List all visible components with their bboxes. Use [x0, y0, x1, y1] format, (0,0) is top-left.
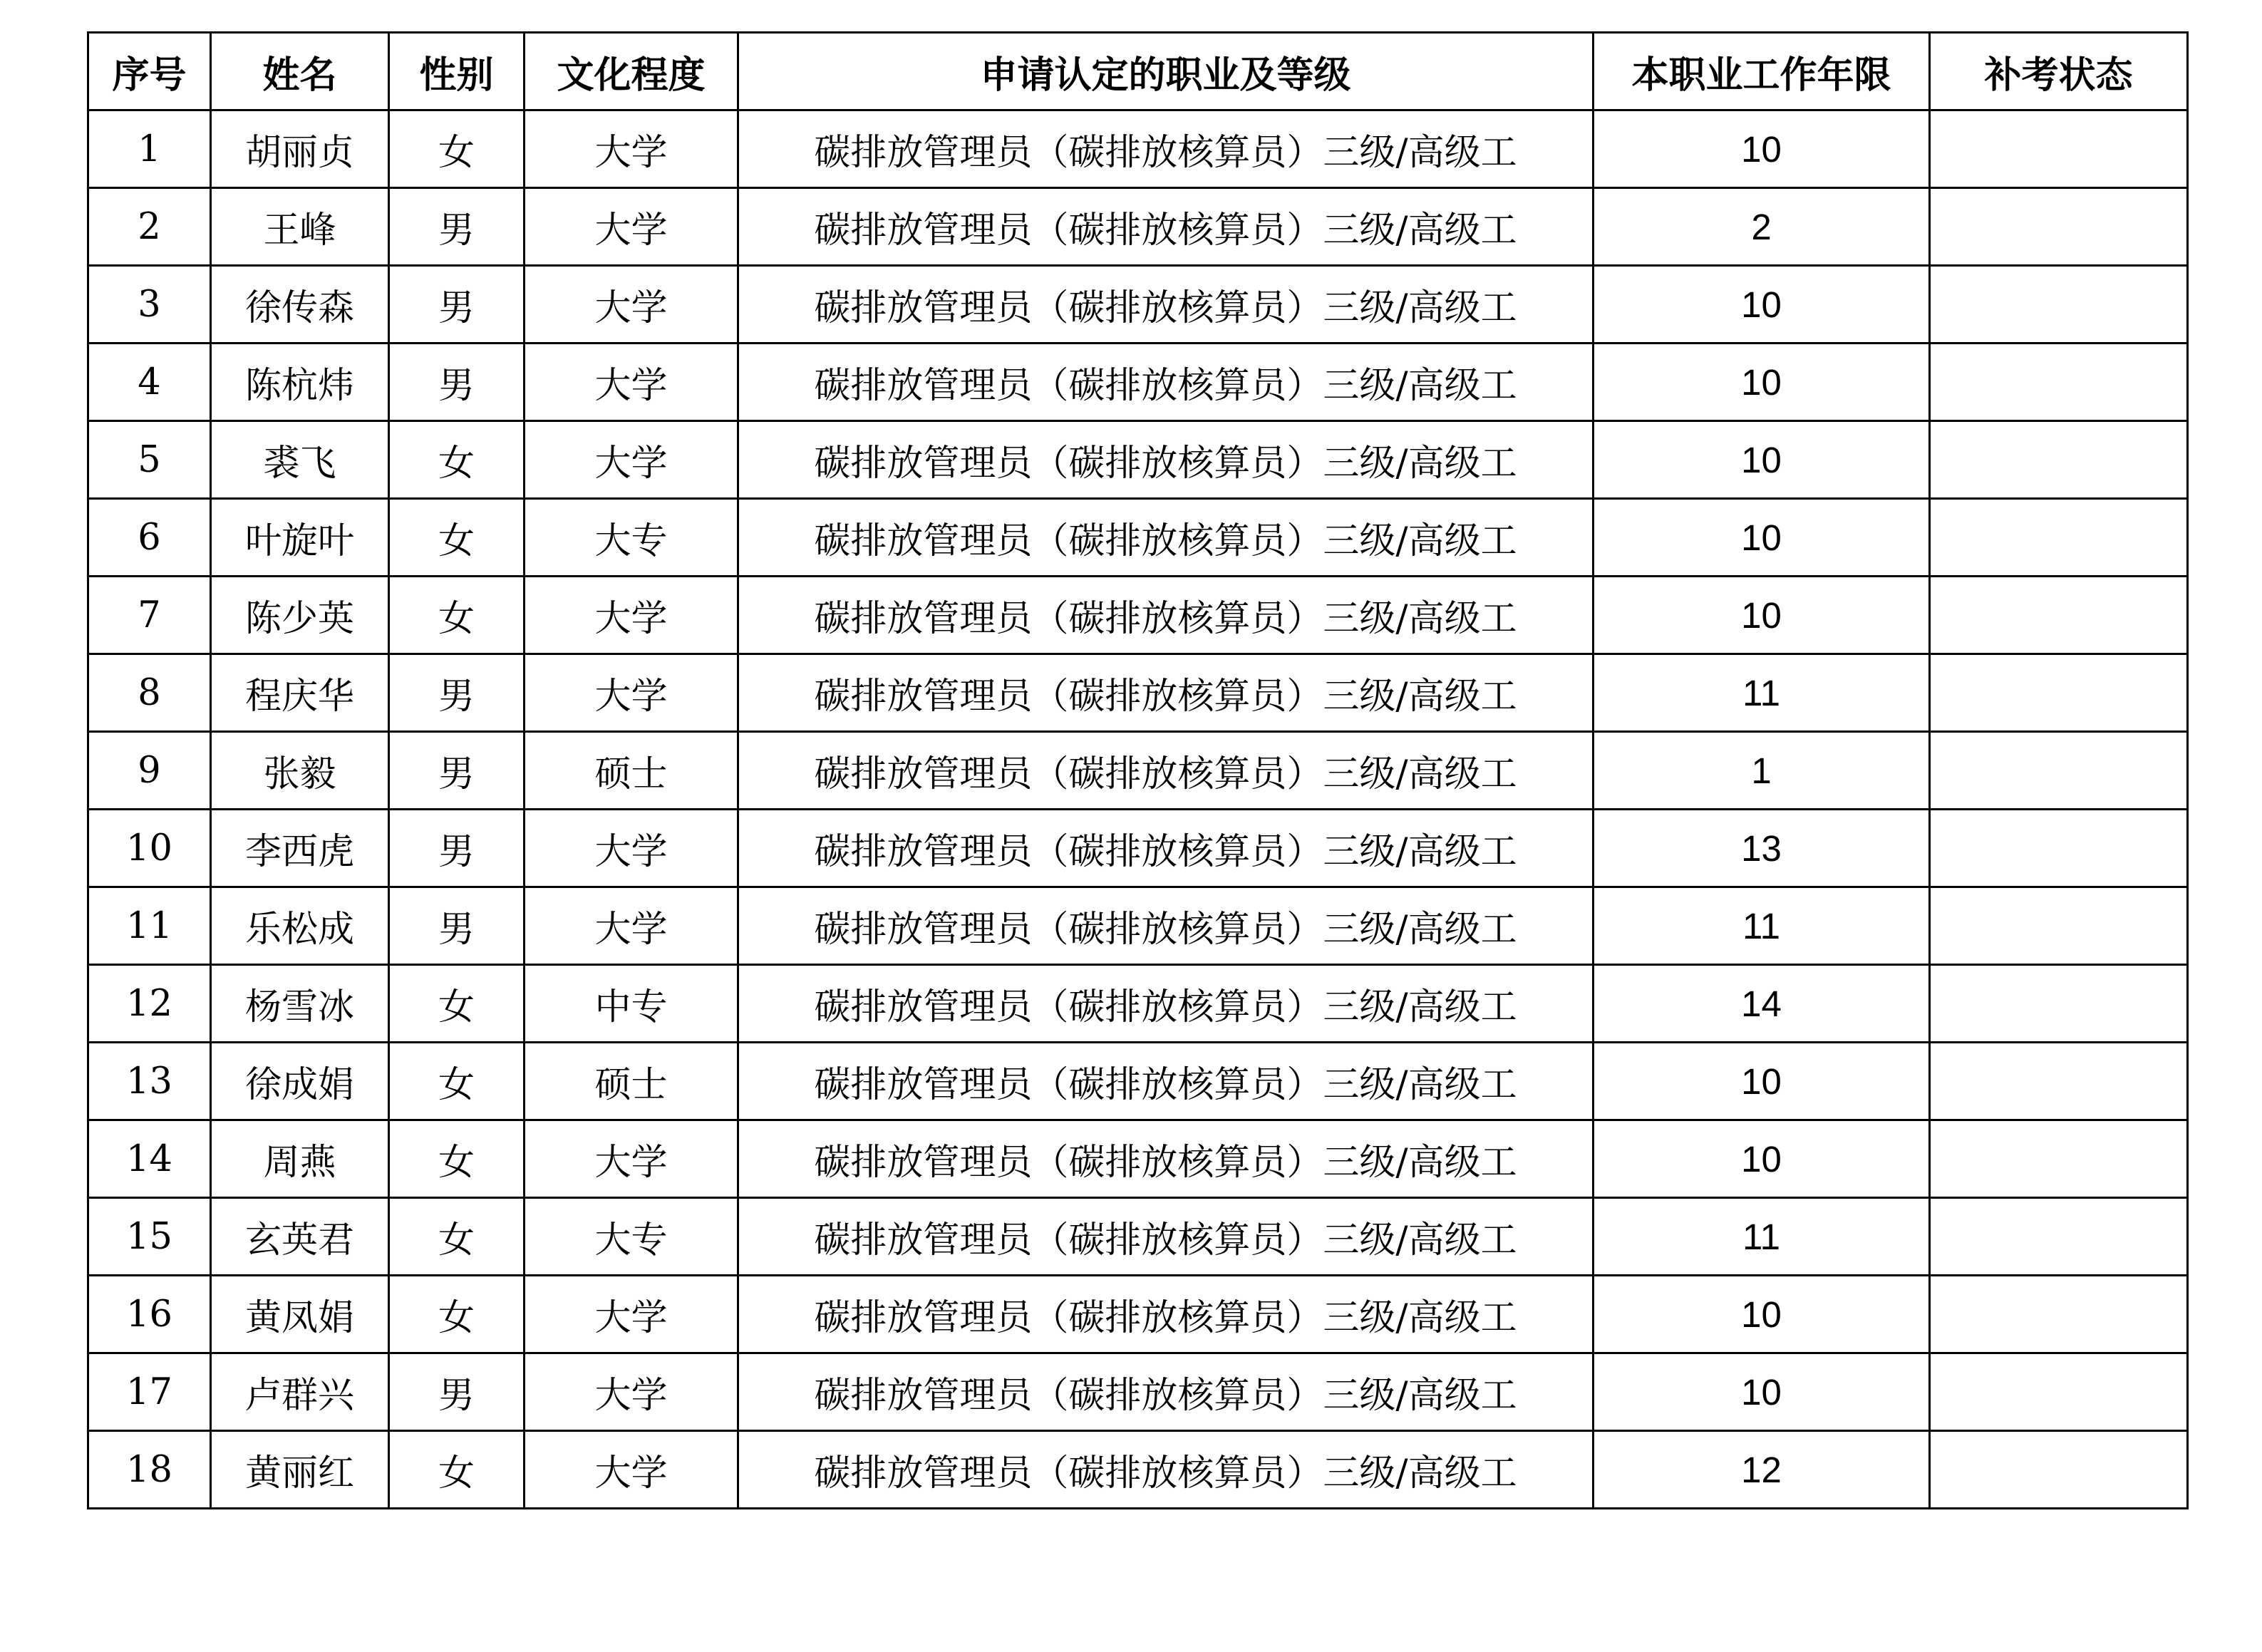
- table-row: [88, 1431, 2188, 1509]
- cell-gender: 男: [389, 887, 525, 965]
- cell-occupation-level: 碳排放管理员（碳排放核算员）三级/高级工: [738, 344, 1594, 421]
- header-education: 文化程度: [525, 33, 738, 110]
- cell-makeup-status: [1930, 421, 2188, 499]
- cell-education: 大学: [525, 344, 738, 421]
- cell-name: 玄英君: [211, 1198, 389, 1276]
- cell-seq: 12: [88, 965, 211, 1043]
- cell-makeup-status: [1930, 1043, 2188, 1120]
- cell-work-years: 10: [1594, 266, 1930, 344]
- cell-seq: 10: [88, 810, 211, 887]
- cell-work-years: 12: [1594, 1431, 1930, 1509]
- cell-occupation-level: 碳排放管理员（碳排放核算员）三级/高级工: [738, 1353, 1594, 1431]
- cell-occupation-level: 碳排放管理员（碳排放核算员）三级/高级工: [738, 266, 1594, 344]
- candidate-table: [87, 31, 2189, 1509]
- cell-seq: 9: [88, 732, 211, 810]
- cell-occupation-level: 碳排放管理员（碳排放核算员）三级/高级工: [738, 421, 1594, 499]
- table-row: [88, 654, 2188, 732]
- cell-seq: 13: [88, 1043, 211, 1120]
- cell-seq: 18: [88, 1431, 211, 1509]
- cell-makeup-status: [1930, 1120, 2188, 1198]
- table-row: [88, 810, 2188, 887]
- cell-makeup-status: [1930, 1198, 2188, 1276]
- cell-gender: 女: [389, 577, 525, 654]
- table-row: [88, 1353, 2188, 1431]
- cell-gender: 女: [389, 110, 525, 188]
- cell-gender: 男: [389, 654, 525, 732]
- cell-gender: 女: [389, 421, 525, 499]
- cell-occupation-level: 碳排放管理员（碳排放核算员）三级/高级工: [738, 499, 1594, 577]
- cell-seq: 14: [88, 1120, 211, 1198]
- table-row: [88, 732, 2188, 810]
- cell-makeup-status: [1930, 577, 2188, 654]
- cell-name: 杨雪冰: [211, 965, 389, 1043]
- cell-name: 李西虎: [211, 810, 389, 887]
- cell-work-years: 10: [1594, 577, 1930, 654]
- cell-seq: 6: [88, 499, 211, 577]
- header-work-years: 本职业工作年限: [1594, 33, 1930, 110]
- cell-gender: 女: [389, 1043, 525, 1120]
- table-row: [88, 344, 2188, 421]
- cell-education: 大学: [525, 887, 738, 965]
- cell-education: 大学: [525, 421, 738, 499]
- header-seq: 序号: [88, 33, 211, 110]
- cell-makeup-status: [1930, 1353, 2188, 1431]
- cell-name: 叶旋叶: [211, 499, 389, 577]
- table-header-row: [88, 33, 2188, 110]
- table-row: [88, 965, 2188, 1043]
- cell-gender: 男: [389, 344, 525, 421]
- cell-occupation-level: 碳排放管理员（碳排放核算员）三级/高级工: [738, 1198, 1594, 1276]
- cell-makeup-status: [1930, 266, 2188, 344]
- cell-seq: 15: [88, 1198, 211, 1276]
- cell-occupation-level: 碳排放管理员（碳排放核算员）三级/高级工: [738, 1120, 1594, 1198]
- cell-gender: 女: [389, 499, 525, 577]
- cell-makeup-status: [1930, 965, 2188, 1043]
- cell-gender: 女: [389, 1120, 525, 1198]
- cell-seq: 17: [88, 1353, 211, 1431]
- cell-education: 大学: [525, 188, 738, 266]
- cell-work-years: 11: [1594, 654, 1930, 732]
- cell-work-years: 10: [1594, 1276, 1930, 1353]
- cell-gender: 男: [389, 810, 525, 887]
- cell-work-years: 13: [1594, 810, 1930, 887]
- cell-work-years: 10: [1594, 1043, 1930, 1120]
- cell-name: 裘飞: [211, 421, 389, 499]
- cell-education: 中专: [525, 965, 738, 1043]
- cell-gender: 女: [389, 1431, 525, 1509]
- table-row: [88, 1198, 2188, 1276]
- cell-makeup-status: [1930, 110, 2188, 188]
- table-row: [88, 421, 2188, 499]
- cell-education: 大学: [525, 110, 738, 188]
- cell-occupation-level: 碳排放管理员（碳排放核算员）三级/高级工: [738, 188, 1594, 266]
- cell-makeup-status: [1930, 344, 2188, 421]
- cell-work-years: 10: [1594, 499, 1930, 577]
- header-gender: 性别: [389, 33, 525, 110]
- cell-education: 大学: [525, 654, 738, 732]
- cell-work-years: 11: [1594, 887, 1930, 965]
- table-row: [88, 577, 2188, 654]
- table-body: [88, 110, 2188, 1509]
- cell-education: 大学: [525, 577, 738, 654]
- cell-makeup-status: [1930, 810, 2188, 887]
- cell-gender: 女: [389, 1198, 525, 1276]
- table-row: [88, 266, 2188, 344]
- cell-name: 张毅: [211, 732, 389, 810]
- cell-education: 大学: [525, 810, 738, 887]
- cell-education: 大学: [525, 266, 738, 344]
- cell-name: 徐成娟: [211, 1043, 389, 1120]
- document-page: [87, 31, 2186, 1509]
- cell-gender: 女: [389, 965, 525, 1043]
- cell-seq: 4: [88, 344, 211, 421]
- cell-occupation-level: 碳排放管理员（碳排放核算员）三级/高级工: [738, 654, 1594, 732]
- cell-occupation-level: 碳排放管理员（碳排放核算员）三级/高级工: [738, 1431, 1594, 1509]
- cell-name: 周燕: [211, 1120, 389, 1198]
- cell-education: 大学: [525, 1120, 738, 1198]
- cell-education: 大专: [525, 1198, 738, 1276]
- cell-occupation-level: 碳排放管理员（碳排放核算员）三级/高级工: [738, 110, 1594, 188]
- table-row: [88, 1043, 2188, 1120]
- cell-occupation-level: 碳排放管理员（碳排放核算员）三级/高级工: [738, 887, 1594, 965]
- cell-makeup-status: [1930, 188, 2188, 266]
- cell-occupation-level: 碳排放管理员（碳排放核算员）三级/高级工: [738, 1043, 1594, 1120]
- table-row: [88, 1276, 2188, 1353]
- cell-name: 程庆华: [211, 654, 389, 732]
- cell-seq: 3: [88, 266, 211, 344]
- cell-gender: 女: [389, 1276, 525, 1353]
- cell-education: 大学: [525, 1276, 738, 1353]
- cell-name: 卢群兴: [211, 1353, 389, 1431]
- cell-work-years: 10: [1594, 344, 1930, 421]
- cell-seq: 2: [88, 188, 211, 266]
- cell-makeup-status: [1930, 654, 2188, 732]
- table-row: [88, 110, 2188, 188]
- cell-gender: 男: [389, 732, 525, 810]
- cell-work-years: 10: [1594, 1353, 1930, 1431]
- cell-name: 乐松成: [211, 887, 389, 965]
- cell-makeup-status: [1930, 1431, 2188, 1509]
- cell-makeup-status: [1930, 732, 2188, 810]
- table-row: [88, 499, 2188, 577]
- cell-gender: 男: [389, 266, 525, 344]
- cell-name: 陈杭炜: [211, 344, 389, 421]
- header-name: 姓名: [211, 33, 389, 110]
- cell-name: 陈少英: [211, 577, 389, 654]
- cell-seq: 16: [88, 1276, 211, 1353]
- cell-occupation-level: 碳排放管理员（碳排放核算员）三级/高级工: [738, 577, 1594, 654]
- cell-seq: 1: [88, 110, 211, 188]
- table-row: [88, 188, 2188, 266]
- cell-occupation-level: 碳排放管理员（碳排放核算员）三级/高级工: [738, 732, 1594, 810]
- cell-makeup-status: [1930, 887, 2188, 965]
- cell-seq: 8: [88, 654, 211, 732]
- cell-work-years: 2: [1594, 188, 1930, 266]
- cell-work-years: 10: [1594, 110, 1930, 188]
- cell-name: 胡丽贞: [211, 110, 389, 188]
- cell-makeup-status: [1930, 1276, 2188, 1353]
- cell-gender: 男: [389, 188, 525, 266]
- cell-name: 黄丽红: [211, 1431, 389, 1509]
- table-row: [88, 1120, 2188, 1198]
- cell-name: 徐传森: [211, 266, 389, 344]
- cell-work-years: 10: [1594, 1120, 1930, 1198]
- cell-occupation-level: 碳排放管理员（碳排放核算员）三级/高级工: [738, 965, 1594, 1043]
- cell-name: 王峰: [211, 188, 389, 266]
- cell-education: 大学: [525, 1353, 738, 1431]
- cell-occupation-level: 碳排放管理员（碳排放核算员）三级/高级工: [738, 810, 1594, 887]
- cell-makeup-status: [1930, 499, 2188, 577]
- cell-education: 硕士: [525, 1043, 738, 1120]
- cell-education: 大专: [525, 499, 738, 577]
- cell-work-years: 11: [1594, 1198, 1930, 1276]
- cell-education: 大学: [525, 1431, 738, 1509]
- cell-gender: 男: [389, 1353, 525, 1431]
- header-makeup-status: 补考状态: [1930, 33, 2188, 110]
- cell-work-years: 14: [1594, 965, 1930, 1043]
- cell-seq: 7: [88, 577, 211, 654]
- cell-seq: 5: [88, 421, 211, 499]
- cell-seq: 11: [88, 887, 211, 965]
- cell-name: 黄凤娟: [211, 1276, 389, 1353]
- header-occupation-level: 申请认定的职业及等级: [738, 33, 1594, 110]
- cell-work-years: 10: [1594, 421, 1930, 499]
- cell-education: 硕士: [525, 732, 738, 810]
- cell-occupation-level: 碳排放管理员（碳排放核算员）三级/高级工: [738, 1276, 1594, 1353]
- table-row: [88, 887, 2188, 965]
- cell-work-years: 1: [1594, 732, 1930, 810]
